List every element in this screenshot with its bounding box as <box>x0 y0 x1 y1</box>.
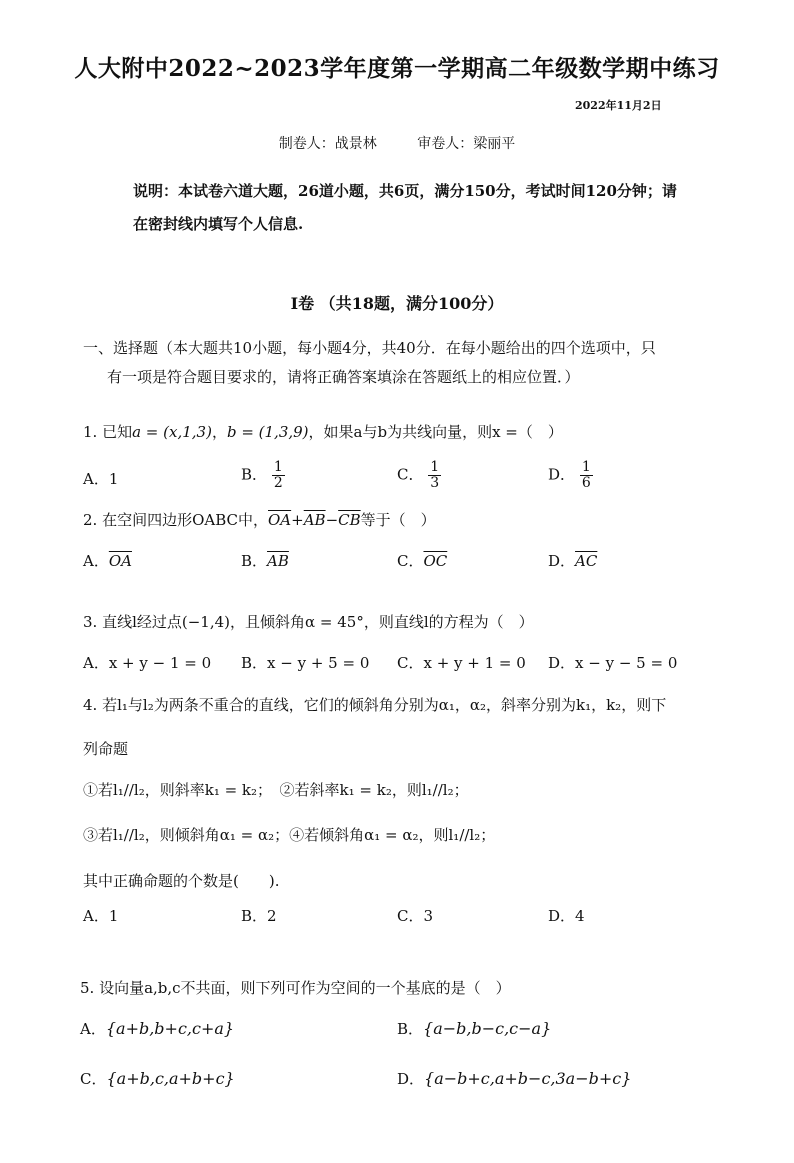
q3-option-b: B．x − y + 5 = 0 <box>241 654 370 672</box>
q4-option-c: C．3 <box>397 907 434 925</box>
exam-title: 人大附中2022~2023学年度第一学期高二年级数学期中练习 <box>74 55 720 82</box>
author: 制卷人：战景林 <box>278 136 377 152</box>
q3-option-a: A．x + y − 1 = 0 <box>83 654 212 672</box>
q1-option-c-fraction <box>428 460 441 491</box>
q5-option-c <box>80 1068 235 1089</box>
label: C． <box>397 552 424 570</box>
numerator: 1 <box>581 459 591 475</box>
q2-vec-ab: $\overline{AB}$ <box>303 511 326 529</box>
q2-option-c <box>397 550 447 571</box>
q1-option-b <box>241 460 285 491</box>
set: {a−b,b−c,c−a} <box>423 1019 552 1038</box>
section-1-line-2: 有一项是符合题目要求的，请将正确答案填涂在答题纸上的相应位置．） <box>107 368 580 386</box>
q1-option-d-fraction <box>580 460 593 491</box>
vector: $\overline{OA}$ <box>108 552 132 570</box>
volume-title: I卷 （共18题，满分100分） <box>290 294 504 313</box>
reviewer: 审卷人：梁丽平 <box>417 136 516 152</box>
q2-vec-oa: $\overline{OA}$ <box>268 511 292 529</box>
vector: $\overline{AB}$ <box>267 552 289 570</box>
q1-option-d <box>548 460 593 491</box>
label: A． <box>83 552 109 570</box>
q4-proposition-3-4: ③若l₁//l₂，则倾斜角α₁ = α₂；④若倾斜角α₁ = α₂，则l₁//l₂； <box>83 826 496 844</box>
instructions <box>133 175 703 241</box>
denominator: 2 <box>273 475 283 491</box>
q1-option-d-label: D． <box>548 465 576 484</box>
numerator: 1 <box>273 459 283 475</box>
question-5: 5. 设向量a,b,c不共面，则下列可作为空间的一个基底的是（ ） <box>80 979 511 997</box>
q2-option-a <box>83 550 132 571</box>
q2-plus: + <box>291 511 304 529</box>
q4-proposition-1-2: ①若l₁//l₂，则斜率k₁ = k₂； ②若斜率k₁ = k₂，则l₁//l₂； <box>83 781 469 799</box>
q4-option-d: D．4 <box>548 907 585 925</box>
q2-vec-cb: $\overline{CB}$ <box>338 511 361 529</box>
q2-option-b <box>241 550 289 571</box>
q5-option-a <box>80 1018 234 1039</box>
q1-option-b-label: B． <box>241 465 268 484</box>
question-1 <box>83 421 563 442</box>
q5-option-b <box>397 1018 551 1039</box>
q3-option-c: C．x + y + 1 = 0 <box>397 654 526 672</box>
q2-suffix: 等于（ ） <box>360 511 436 529</box>
q3-option-d: D．x − y − 5 = 0 <box>548 654 678 672</box>
label: B． <box>241 552 268 570</box>
set: {a−b+c,a+b−c,3a−b+c} <box>424 1069 632 1088</box>
set: {a+b,b+c,c+a} <box>105 1019 235 1038</box>
q2-option-d <box>548 550 597 571</box>
vector: $\overline{OC}$ <box>423 552 448 570</box>
q4-question: 其中正确命题的个数是( ). <box>83 872 280 890</box>
q1-prefix: 1. 已知 <box>83 423 133 441</box>
section-1-line-1: 一、选择题（本大题共10小题，每小题4分，共40分．在每小题给出的四个选项中，只 <box>83 339 656 357</box>
q1-option-c-label: C． <box>397 465 424 484</box>
q2-minus: − <box>325 511 339 529</box>
q4-option-b: B．2 <box>241 907 277 925</box>
question-4-line-1: 4. 若l₁与l₂为两条不重合的直线，它们的倾斜角分别为α₁，α₂，斜率分别为k₁，k₂，则下 <box>83 696 667 714</box>
label: A． <box>80 1020 106 1038</box>
q4-option-a: A．1 <box>83 907 119 925</box>
denominator: 3 <box>430 475 440 491</box>
q1-sep: ， <box>211 423 227 441</box>
instructions-line-2: 在密封线内填写个人信息. <box>133 215 304 233</box>
q5-option-d <box>397 1068 631 1089</box>
question-2 <box>83 509 436 530</box>
label: D． <box>397 1070 425 1088</box>
set: {a+b,c,a+b+c} <box>106 1069 235 1088</box>
denominator: 6 <box>581 475 591 491</box>
label: D． <box>548 552 576 570</box>
label: C． <box>80 1070 107 1088</box>
question-4-line-2: 列命题 <box>83 740 129 758</box>
q2-prefix: 2. 在空间四边形OABC中， <box>83 511 268 529</box>
q1-option-c <box>397 460 441 491</box>
numerator: 1 <box>430 459 440 475</box>
q1-b-expr: b = (1,3,9) <box>226 423 309 441</box>
q1-option-b-fraction <box>272 460 285 491</box>
q1-option-a: A．1 <box>83 470 119 488</box>
instructions-line-1: 说明：本试卷六道大题，26道小题，共6页，满分150分，考试时间120分钟；请 <box>133 182 677 200</box>
q1-a-expr: a = (x,1,3) <box>132 423 212 441</box>
question-3: 3. 直线l经过点(−1,4)，且倾斜角α = 45°，则直线l的方程为（ ） <box>83 613 534 631</box>
q1-suffix: ，如果a与b为共线向量，则x =（ ） <box>308 423 563 441</box>
section-1-heading <box>83 334 703 392</box>
authors-line <box>0 133 794 153</box>
vector: $\overline{AC}$ <box>575 552 598 570</box>
exam-date: 2022年11月2日 <box>575 99 662 112</box>
label: B． <box>397 1020 424 1038</box>
